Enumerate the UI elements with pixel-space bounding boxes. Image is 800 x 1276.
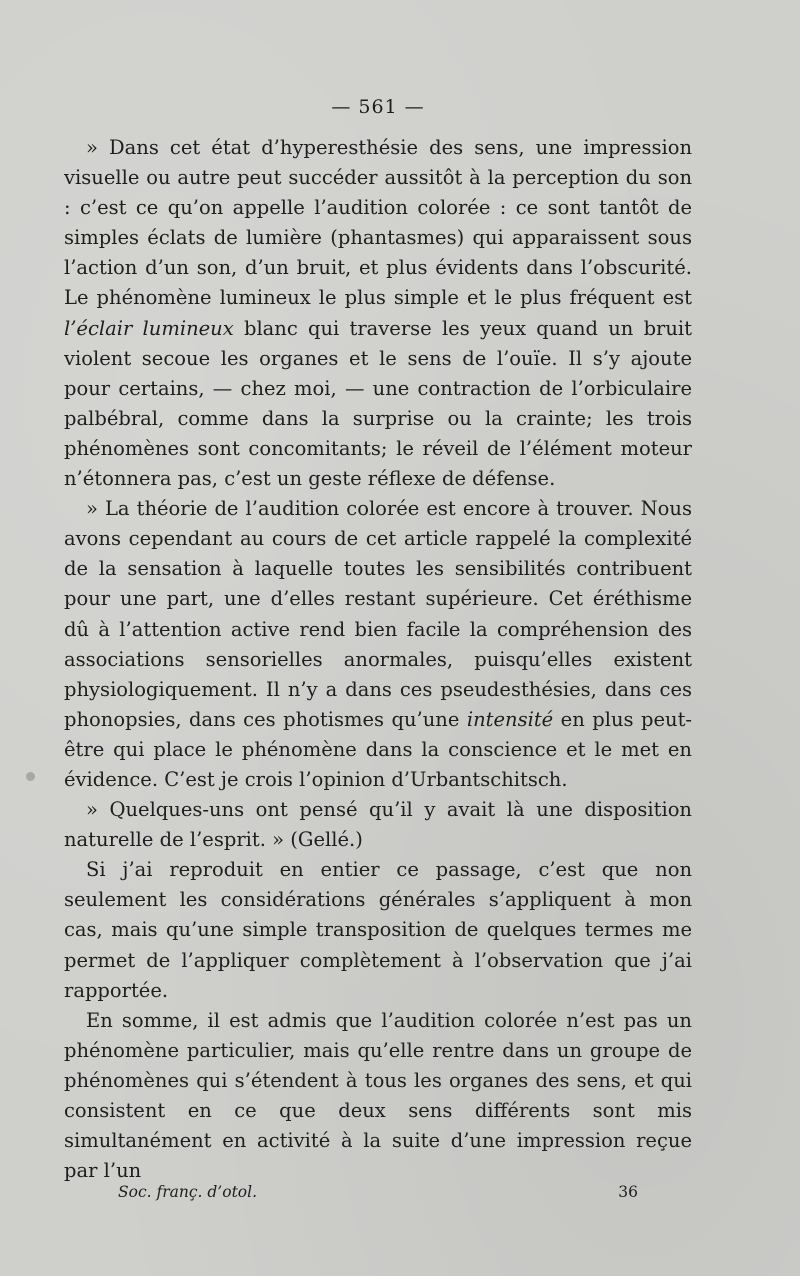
- paragraph-1: [64, 133, 692, 494]
- paragraph-4: Si j’ai reproduit en entier ce passage, c’est que non seulement les considérations générales s’appliquent à mon cas, mais qu’une simple transposition de quelques termes me permet de l’appliquer complètement à l’observation que j’ai rapportée.: [64, 858, 692, 1002]
- page-footer: [118, 1183, 638, 1201]
- paragraph-1-text-a: » Dans cet état d’hyperesthésie des sens, une impression visuelle ou autre peut succéder aussitôt à la perception du son : c’est ce qu’on appelle l’audition colorée : ce sont tantôt de simples éclats de lumière (phantasmes) qui apparaissent sous l’action d’un son, d’un bruit, et plus évidents dans l’obscurité. Le phénomène lumineux le plus simple et le plus fréquent est: [64, 136, 692, 310]
- paragraph-3: » Quelques-uns ont pensé qu’il y avait là une disposition naturelle de l’esprit. » (Gellé.): [64, 798, 692, 852]
- paper-spot: [26, 772, 35, 781]
- paragraph-1-text-b: blanc qui traverse les yeux quand un bruit violent secoue les organes et le sens de l’ouïe. Il s’y ajoute pour certains, — chez moi, — une contraction de l’orbiculaire palbébral, comme dans la surprise ou la crainte; les trois phénomènes sont concomitants; le réveil de l’élément moteur n’étonnera pas, c’est un geste réflexe de défense.: [64, 316, 693, 491]
- footer-journal: Soc. franç. d’otol.: [118, 1183, 258, 1201]
- paragraph-2-emphasis: intensité: [466, 707, 554, 731]
- paragraph-1-emphasis: l’éclair lumineux: [64, 316, 234, 340]
- paragraph-2: [64, 494, 692, 795]
- footer-signature: 36: [618, 1183, 638, 1201]
- body-text: [64, 133, 692, 1186]
- paragraph-2-text-b: en plus peut-être qui place le phénomène dans la conscience et le met en évidence. C’est je crois l’opinion d’Urbantschitsch.: [64, 707, 692, 791]
- paragraph-2-text-a: » La théorie de l’audition colorée est encore à trouver. Nous avons cependant au cours de cet article rappelé la complexité de la sensation à laquelle toutes les sensibilités contribuent pour une part, une d’elles restant supérieure. Cet éréthisme dû à l’attention active rend bien facile la compréhension des associations sensorielles anormales, puisqu’elles existent physiologiquement. Il n’y a dans ces pseudesthésies, dans ces phonopsies, dans ces photismes qu’une: [64, 497, 692, 731]
- paragraph-5: En somme, il est admis que l’audition colorée n’est pas un phénomène particulier, mais qu’elle rentre dans un groupe de phénomènes qui s’étendent à tous les organes des sens, et qui consistent en ce que deux sens différents sont mis simultanément en activité à la suite d’une impression reçue par l’un: [64, 1008, 692, 1183]
- page-number: — 561 —: [331, 96, 425, 118]
